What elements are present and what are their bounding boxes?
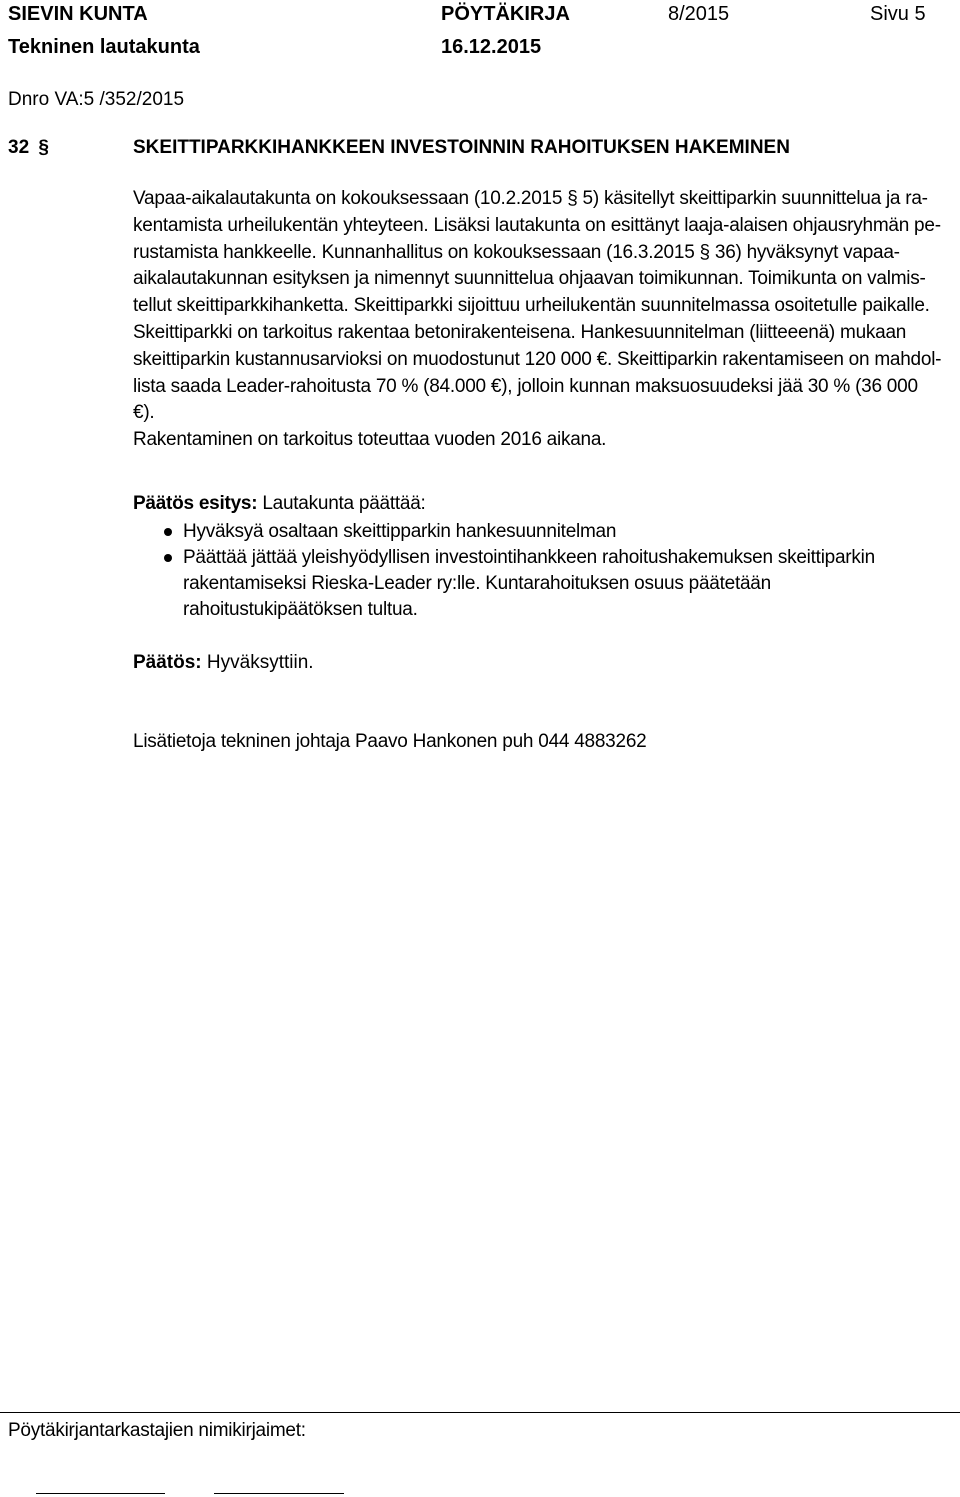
- decision: [133, 652, 314, 674]
- meeting-date: 16.12.2015: [441, 36, 542, 58]
- body-line: rustamista hankkeelle. Kunnanhallitus on kokouksessaan (16.3.2015 § 36) hyväksynyt vapaa-: [133, 241, 900, 263]
- section-body: [133, 186, 953, 454]
- section-number: [8, 137, 49, 159]
- body-line: Rakentaminen on tarkoitus toteuttaa vuoden 2016 aikana.: [133, 429, 607, 451]
- signature-line: [36, 1493, 165, 1494]
- list-item-text: Päättää jättää yleishyödyllisen investointihankkeen rahoitushakemuksen skeittiparkin rakentamiseksi Rieska-Leader ry:lle. Kuntarahoituksen osuus päätetään rahoitustukipäätöksen tultua.: [183, 547, 875, 620]
- body-line: Vapaa-aikalautakunta on kokouksessaan (10.2.2015 § 5) käsitellyt skeittiparkin suunnittelua ja ra-: [133, 188, 928, 209]
- proposal-label: Päätös esitys:: [133, 493, 258, 514]
- record-number: Dnro VA:5 /352/2015: [8, 89, 185, 110]
- body-line: Skeittiparkki on tarkoitus rakentaa betonirakenteisena. Hankesuunnitelman (liitteeenä) mukaan: [133, 321, 907, 343]
- section-symbol: §: [38, 137, 49, 158]
- footer-divider: [0, 1412, 960, 1413]
- contact-info: Lisätietoja tekninen johtaja Paavo Hankonen puh 044 4883262: [133, 731, 647, 752]
- signature-line: [214, 1493, 344, 1494]
- proposal-list: [133, 519, 953, 623]
- body-line: aikalautakunnan esityksen ja nimennyt suunnittelua ohjaavan toimikunnan. Toimikunta on valmis-: [133, 268, 926, 290]
- list-item-text: Hyväksyä osaltaan skeittipparkin hankesuunnitelman: [183, 521, 617, 542]
- municipality-name: SIEVIN KUNTA: [8, 3, 148, 25]
- body-line: €).: [133, 402, 155, 424]
- body-line: lista saada Leader-rahoitusta 70 % (84.000 €), jolloin kunnan maksuosuudeksi jää 30 % (36 000: [133, 375, 918, 397]
- list-item: [133, 545, 953, 623]
- decision-text: Hyväksyttiin.: [201, 652, 314, 673]
- list-item: [133, 519, 953, 545]
- decision-proposal: [133, 491, 953, 623]
- proposal-heading: [133, 491, 953, 517]
- body-line: skeittiparkin kustannusarvioksi on muodostunut 120 000 €. Skeittiparkin rakentamiseen on mahdol-: [133, 348, 942, 370]
- document-type: PÖYTÄKIRJA: [441, 3, 570, 25]
- section-title: SKEITTIPARKKIHANKKEEN INVESTOINNIN RAHOITUKSEN HAKEMINEN: [133, 137, 790, 158]
- proposal-text: Lautakunta päättää:: [257, 493, 426, 514]
- body-line: tellut skeittiparkkihanketta. Skeittiparkki sijoittuu urheilukentän suunnitelmassa osoitetulle paikalle.: [133, 295, 930, 317]
- decision-label: Päätös:: [133, 652, 202, 673]
- page-number: Sivu 5: [870, 3, 926, 25]
- body-line: kentamista urheilukentän yhteyteen. Lisäksi lautakunta on esittänyt laaja-alaisen ohjausryhmän pe-: [133, 214, 941, 236]
- committee-name: Tekninen lautakunta: [8, 36, 200, 58]
- section-number-value: 32: [8, 137, 30, 158]
- bullet-icon: [164, 554, 172, 562]
- meeting-number: 8/2015: [668, 3, 730, 25]
- signatures-label: Pöytäkirjantarkastajien nimikirjaimet:: [8, 1420, 306, 1441]
- bullet-icon: [164, 528, 172, 536]
